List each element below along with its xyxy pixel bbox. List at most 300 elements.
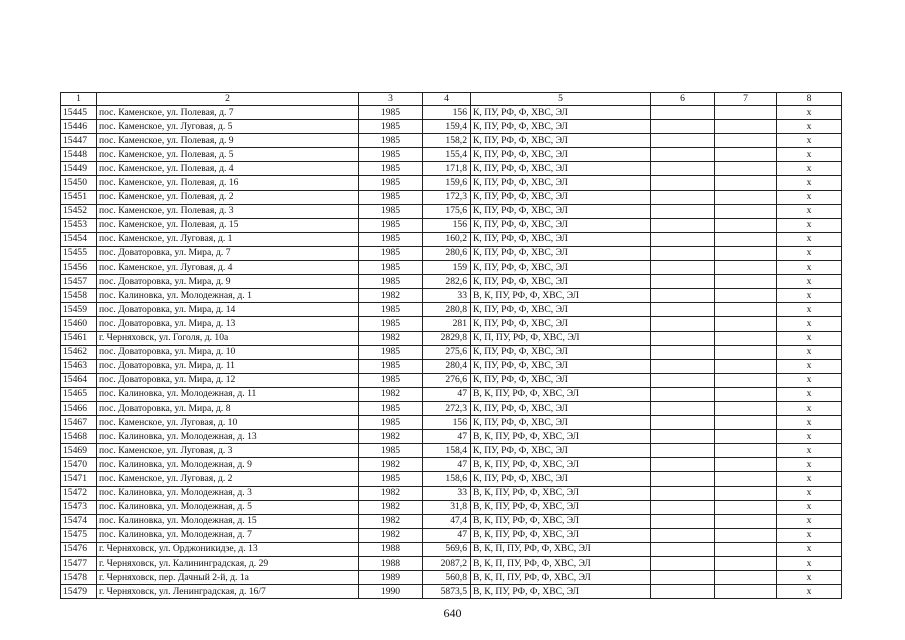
cell-record-number: 15462 [61,345,97,359]
cell-year: 1985 [359,148,423,162]
cell-year: 1985 [359,106,423,120]
cell-year: 1982 [359,500,423,514]
cell-address: г. Черняховск, пер. Дачный 2-й, д. 1а [97,571,359,585]
cell-col-8-mark: х [777,176,842,190]
cell-col-7 [715,162,777,176]
cell-address: пос. Каменское, ул. Полевая, д. 9 [97,134,359,148]
table-row [61,204,842,218]
cell-record-number: 15479 [61,585,97,599]
cell-address: пос. Калиновка, ул. Молодежная, д. 15 [97,514,359,528]
header-col-1: 1 [61,93,97,106]
cell-col-8-mark: х [777,444,842,458]
cell-address: пос. Каменское, ул. Луговая, д. 5 [97,120,359,134]
table-row [61,106,842,120]
cell-area: 158,4 [423,444,471,458]
cell-utility-types: В, К, П, ПУ, РФ, Ф, ХВС, ЭЛ [471,571,651,585]
cell-utility-types: К, ПУ, РФ, Ф, ХВС, ЭЛ [471,162,651,176]
cell-area: 158,6 [423,472,471,486]
cell-area: 275,6 [423,345,471,359]
cell-col-7 [715,500,777,514]
cell-address: пос. Каменское, ул. Луговая, д. 2 [97,472,359,486]
cell-col-8-mark: х [777,120,842,134]
cell-address: г. Черняховск, ул. Орджоникидзе, д. 13 [97,542,359,556]
cell-utility-types: К, ПУ, РФ, Ф, ХВС, ЭЛ [471,401,651,415]
cell-col-6 [651,289,715,303]
cell-col-6 [651,486,715,500]
cell-col-7 [715,345,777,359]
cell-year: 1985 [359,401,423,415]
cell-address: пос. Каменское, ул. Полевая, д. 16 [97,176,359,190]
cell-col-6 [651,373,715,387]
cell-area: 569,6 [423,542,471,556]
housing-registry-table [60,92,842,599]
table-row [61,500,842,514]
cell-col-7 [715,261,777,275]
cell-col-6 [651,444,715,458]
table-row [61,246,842,260]
cell-col-6 [651,430,715,444]
cell-record-number: 15448 [61,148,97,162]
cell-address: пос. Доваторовка, ул. Мира, д. 7 [97,246,359,260]
cell-utility-types: К, ПУ, РФ, Ф, ХВС, ЭЛ [471,373,651,387]
cell-year: 1985 [359,162,423,176]
cell-address: пос. Калиновка, ул. Молодежная, д. 11 [97,387,359,401]
cell-col-6 [651,134,715,148]
cell-col-7 [715,585,777,599]
cell-col-6 [651,176,715,190]
cell-record-number: 15450 [61,176,97,190]
cell-record-number: 15465 [61,387,97,401]
table-row [61,162,842,176]
cell-col-6 [651,387,715,401]
cell-col-7 [715,430,777,444]
cell-utility-types: К, ПУ, РФ, Ф, ХВС, ЭЛ [471,303,651,317]
cell-col-8-mark: х [777,585,842,599]
cell-area: 282,6 [423,275,471,289]
cell-col-7 [715,120,777,134]
table-row [61,345,842,359]
cell-year: 1985 [359,120,423,134]
cell-year: 1988 [359,557,423,571]
cell-record-number: 15457 [61,275,97,289]
table-row [61,218,842,232]
cell-col-6 [651,106,715,120]
cell-address: пос. Каменское, ул. Луговая, д. 4 [97,261,359,275]
cell-record-number: 15447 [61,134,97,148]
table-row [61,514,842,528]
header-row [61,93,842,106]
cell-col-6 [651,542,715,556]
cell-address: г. Черняховск, ул. Калининградская, д. 29 [97,557,359,571]
table-row [61,289,842,303]
cell-address: г. Черняховск, ул. Ленинградская, д. 16/7 [97,585,359,599]
cell-col-7 [715,359,777,373]
cell-col-7 [715,458,777,472]
cell-address: пос. Каменское, ул. Полевая, д. 2 [97,190,359,204]
cell-year: 1982 [359,458,423,472]
cell-col-7 [715,528,777,542]
cell-utility-types: К, ПУ, РФ, Ф, ХВС, ЭЛ [471,232,651,246]
cell-col-8-mark: х [777,275,842,289]
cell-col-6 [651,458,715,472]
cell-col-8-mark: х [777,106,842,120]
cell-year: 1988 [359,542,423,556]
cell-col-6 [651,416,715,430]
cell-record-number: 15460 [61,317,97,331]
cell-record-number: 15451 [61,190,97,204]
table-row [61,232,842,246]
table-row [61,317,842,331]
cell-col-7 [715,557,777,571]
cell-col-7 [715,204,777,218]
cell-area: 156 [423,106,471,120]
cell-year: 1985 [359,275,423,289]
cell-year: 1982 [359,387,423,401]
cell-utility-types: К, П, ПУ, РФ, Ф, ХВС, ЭЛ [471,331,651,345]
cell-col-8-mark: х [777,416,842,430]
cell-record-number: 15453 [61,218,97,232]
cell-record-number: 15468 [61,430,97,444]
cell-col-7 [715,373,777,387]
cell-year: 1989 [359,571,423,585]
table-row [61,275,842,289]
cell-utility-types: В, К, ПУ, РФ, Ф, ХВС, ЭЛ [471,430,651,444]
cell-col-8-mark: х [777,528,842,542]
cell-year: 1985 [359,359,423,373]
table-row [61,387,842,401]
table-row [61,190,842,204]
header-col-3: 3 [359,93,423,106]
cell-area: 280,8 [423,303,471,317]
cell-utility-types: В, К, ПУ, РФ, Ф, ХВС, ЭЛ [471,289,651,303]
cell-year: 1985 [359,134,423,148]
cell-area: 47,4 [423,514,471,528]
cell-address: пос. Каменское, ул. Полевая, д. 5 [97,148,359,162]
cell-area: 159 [423,261,471,275]
cell-record-number: 15463 [61,359,97,373]
cell-address: пос. Каменское, ул. Полевая, д. 4 [97,162,359,176]
cell-area: 160,2 [423,232,471,246]
header-col-5: 5 [471,93,651,106]
cell-address: пос. Каменское, ул. Луговая, д. 10 [97,416,359,430]
cell-col-8-mark: х [777,557,842,571]
cell-year: 1985 [359,472,423,486]
cell-year: 1982 [359,289,423,303]
cell-utility-types: В, К, ПУ, РФ, Ф, ХВС, ЭЛ [471,486,651,500]
cell-col-6 [651,275,715,289]
cell-col-6 [651,557,715,571]
cell-col-7 [715,416,777,430]
cell-year: 1985 [359,176,423,190]
table-row [61,331,842,345]
table-row [61,176,842,190]
cell-area: 2087,2 [423,557,471,571]
cell-record-number: 15471 [61,472,97,486]
table-row [61,444,842,458]
cell-record-number: 15476 [61,542,97,556]
cell-address: пос. Калиновка, ул. Молодежная, д. 7 [97,528,359,542]
cell-address: пос. Доваторовка, ул. Мира, д. 12 [97,373,359,387]
cell-address: пос. Каменское, ул. Полевая, д. 15 [97,218,359,232]
cell-col-8-mark: х [777,190,842,204]
cell-address: пос. Каменское, ул. Полевая, д. 3 [97,204,359,218]
cell-col-7 [715,317,777,331]
cell-col-6 [651,514,715,528]
cell-col-6 [651,232,715,246]
cell-year: 1982 [359,486,423,500]
cell-utility-types: К, ПУ, РФ, Ф, ХВС, ЭЛ [471,317,651,331]
cell-record-number: 15469 [61,444,97,458]
page-number: 640 [443,606,462,620]
cell-area: 281 [423,317,471,331]
cell-col-7 [715,401,777,415]
cell-address: г. Черняховск, ул. Гоголя, д. 10а [97,331,359,345]
cell-area: 156 [423,218,471,232]
table-row [61,571,842,585]
cell-address: пос. Доваторовка, ул. Мира, д. 11 [97,359,359,373]
header-col-7: 7 [715,93,777,106]
cell-record-number: 15445 [61,106,97,120]
cell-area: 158,2 [423,134,471,148]
cell-col-7 [715,275,777,289]
table-row [61,416,842,430]
cell-area: 5873,5 [423,585,471,599]
cell-col-6 [651,218,715,232]
table-row [61,148,842,162]
cell-col-7 [715,148,777,162]
cell-utility-types: К, ПУ, РФ, Ф, ХВС, ЭЛ [471,416,651,430]
cell-col-8-mark: х [777,486,842,500]
cell-col-7 [715,331,777,345]
cell-utility-types: К, ПУ, РФ, Ф, ХВС, ЭЛ [471,444,651,458]
header-col-4: 4 [423,93,471,106]
cell-area: 159,4 [423,120,471,134]
cell-year: 1985 [359,416,423,430]
cell-record-number: 15449 [61,162,97,176]
cell-year: 1985 [359,190,423,204]
cell-year: 1990 [359,585,423,599]
cell-utility-types: К, ПУ, РФ, Ф, ХВС, ЭЛ [471,120,651,134]
table-row [61,458,842,472]
cell-area: 272,3 [423,401,471,415]
cell-col-8-mark: х [777,204,842,218]
cell-col-8-mark: х [777,401,842,415]
cell-address: пос. Калиновка, ул. Молодежная, д. 13 [97,430,359,444]
cell-utility-types: В, К, ПУ, РФ, Ф, ХВС, ЭЛ [471,585,651,599]
cell-col-8-mark: х [777,232,842,246]
cell-record-number: 15446 [61,120,97,134]
cell-record-number: 15474 [61,514,97,528]
cell-address: пос. Калиновка, ул. Молодежная, д. 3 [97,486,359,500]
cell-utility-types: В, К, ПУ, РФ, Ф, ХВС, ЭЛ [471,514,651,528]
cell-col-6 [651,303,715,317]
cell-year: 1985 [359,261,423,275]
cell-utility-types: В, К, П, ПУ, РФ, Ф, ХВС, ЭЛ [471,557,651,571]
cell-col-7 [715,472,777,486]
cell-record-number: 15464 [61,373,97,387]
cell-area: 280,4 [423,359,471,373]
cell-col-8-mark: х [777,430,842,444]
cell-col-8-mark: х [777,373,842,387]
cell-col-8-mark: х [777,218,842,232]
cell-utility-types: К, ПУ, РФ, Ф, ХВС, ЭЛ [471,106,651,120]
cell-year: 1982 [359,430,423,444]
cell-address: пос. Калиновка, ул. Молодежная, д. 5 [97,500,359,514]
table-row [61,373,842,387]
cell-utility-types: К, ПУ, РФ, Ф, ХВС, ЭЛ [471,345,651,359]
cell-col-8-mark: х [777,542,842,556]
cell-col-8-mark: х [777,162,842,176]
cell-area: 560,8 [423,571,471,585]
cell-col-6 [651,345,715,359]
cell-col-6 [651,528,715,542]
cell-col-6 [651,331,715,345]
cell-utility-types: В, К, ПУ, РФ, Ф, ХВС, ЭЛ [471,528,651,542]
cell-record-number: 15467 [61,416,97,430]
cell-col-7 [715,542,777,556]
cell-area: 33 [423,486,471,500]
cell-record-number: 15455 [61,246,97,260]
table-row [61,486,842,500]
cell-year: 1982 [359,514,423,528]
cell-col-6 [651,261,715,275]
cell-utility-types: К, ПУ, РФ, Ф, ХВС, ЭЛ [471,148,651,162]
cell-address: пос. Доваторовка, ул. Мира, д. 14 [97,303,359,317]
cell-area: 47 [423,528,471,542]
cell-address: пос. Каменское, ул. Луговая, д. 1 [97,232,359,246]
cell-col-7 [715,134,777,148]
cell-col-8-mark: х [777,303,842,317]
cell-year: 1985 [359,444,423,458]
cell-col-6 [651,148,715,162]
cell-col-8-mark: х [777,317,842,331]
table-header [61,93,842,106]
cell-record-number: 15478 [61,571,97,585]
header-col-2: 2 [97,93,359,106]
cell-col-6 [651,359,715,373]
cell-utility-types: К, ПУ, РФ, Ф, ХВС, ЭЛ [471,134,651,148]
cell-year: 1985 [359,373,423,387]
cell-area: 2829,8 [423,331,471,345]
cell-col-7 [715,176,777,190]
cell-address: пос. Доваторовка, ул. Мира, д. 8 [97,401,359,415]
cell-area: 155,4 [423,148,471,162]
cell-col-8-mark: х [777,246,842,260]
header-col-8: 8 [777,93,842,106]
table-row [61,120,842,134]
cell-col-8-mark: х [777,514,842,528]
cell-address: пос. Калиновка, ул. Молодежная, д. 1 [97,289,359,303]
cell-year: 1985 [359,345,423,359]
cell-col-8-mark: х [777,148,842,162]
cell-col-7 [715,232,777,246]
cell-address: пос. Каменское, ул. Луговая, д. 3 [97,444,359,458]
table-row [61,542,842,556]
cell-col-6 [651,190,715,204]
cell-col-6 [651,120,715,134]
cell-utility-types: К, ПУ, РФ, Ф, ХВС, ЭЛ [471,204,651,218]
cell-col-7 [715,218,777,232]
cell-record-number: 15475 [61,528,97,542]
cell-col-8-mark: х [777,458,842,472]
cell-record-number: 15452 [61,204,97,218]
cell-area: 172,3 [423,190,471,204]
table-row [61,401,842,415]
cell-utility-types: В, К, ПУ, РФ, Ф, ХВС, ЭЛ [471,458,651,472]
cell-utility-types: К, ПУ, РФ, Ф, ХВС, ЭЛ [471,359,651,373]
cell-col-6 [651,317,715,331]
cell-record-number: 15466 [61,401,97,415]
table-row [61,261,842,275]
cell-utility-types: К, ПУ, РФ, Ф, ХВС, ЭЛ [471,472,651,486]
cell-utility-types: К, ПУ, РФ, Ф, ХВС, ЭЛ [471,261,651,275]
cell-address: пос. Доваторовка, ул. Мира, д. 9 [97,275,359,289]
cell-col-6 [651,472,715,486]
cell-col-8-mark: х [777,359,842,373]
cell-year: 1985 [359,303,423,317]
cell-col-7 [715,486,777,500]
cell-area: 276,6 [423,373,471,387]
cell-col-7 [715,246,777,260]
cell-col-8-mark: х [777,134,842,148]
cell-record-number: 15456 [61,261,97,275]
cell-col-8-mark: х [777,331,842,345]
cell-year: 1982 [359,528,423,542]
cell-year: 1985 [359,317,423,331]
cell-col-7 [715,514,777,528]
table-row [61,472,842,486]
cell-record-number: 15458 [61,289,97,303]
cell-year: 1985 [359,232,423,246]
table-row [61,557,842,571]
cell-year: 1982 [359,331,423,345]
cell-utility-types: В, К, ПУ, РФ, Ф, ХВС, ЭЛ [471,500,651,514]
cell-col-8-mark: х [777,472,842,486]
cell-record-number: 15461 [61,331,97,345]
table-row [61,303,842,317]
cell-col-7 [715,106,777,120]
cell-col-6 [651,162,715,176]
cell-col-7 [715,387,777,401]
cell-area: 280,6 [423,246,471,260]
cell-col-6 [651,246,715,260]
cell-col-7 [715,571,777,585]
cell-area: 171,8 [423,162,471,176]
cell-area: 31,8 [423,500,471,514]
cell-area: 33 [423,289,471,303]
cell-record-number: 15477 [61,557,97,571]
cell-utility-types: К, ПУ, РФ, Ф, ХВС, ЭЛ [471,190,651,204]
cell-col-6 [651,204,715,218]
cell-col-7 [715,444,777,458]
table-body [61,106,842,599]
cell-col-6 [651,401,715,415]
table-row [61,585,842,599]
cell-address: пос. Каменское, ул. Полевая, д. 7 [97,106,359,120]
cell-col-6 [651,585,715,599]
cell-col-7 [715,289,777,303]
cell-col-7 [715,303,777,317]
cell-area: 47 [423,458,471,472]
cell-utility-types: К, ПУ, РФ, Ф, ХВС, ЭЛ [471,275,651,289]
header-col-6: 6 [651,93,715,106]
cell-year: 1985 [359,204,423,218]
cell-utility-types: К, ПУ, РФ, Ф, ХВС, ЭЛ [471,218,651,232]
cell-col-6 [651,571,715,585]
cell-area: 175,6 [423,204,471,218]
cell-area: 159,6 [423,176,471,190]
cell-record-number: 15473 [61,500,97,514]
